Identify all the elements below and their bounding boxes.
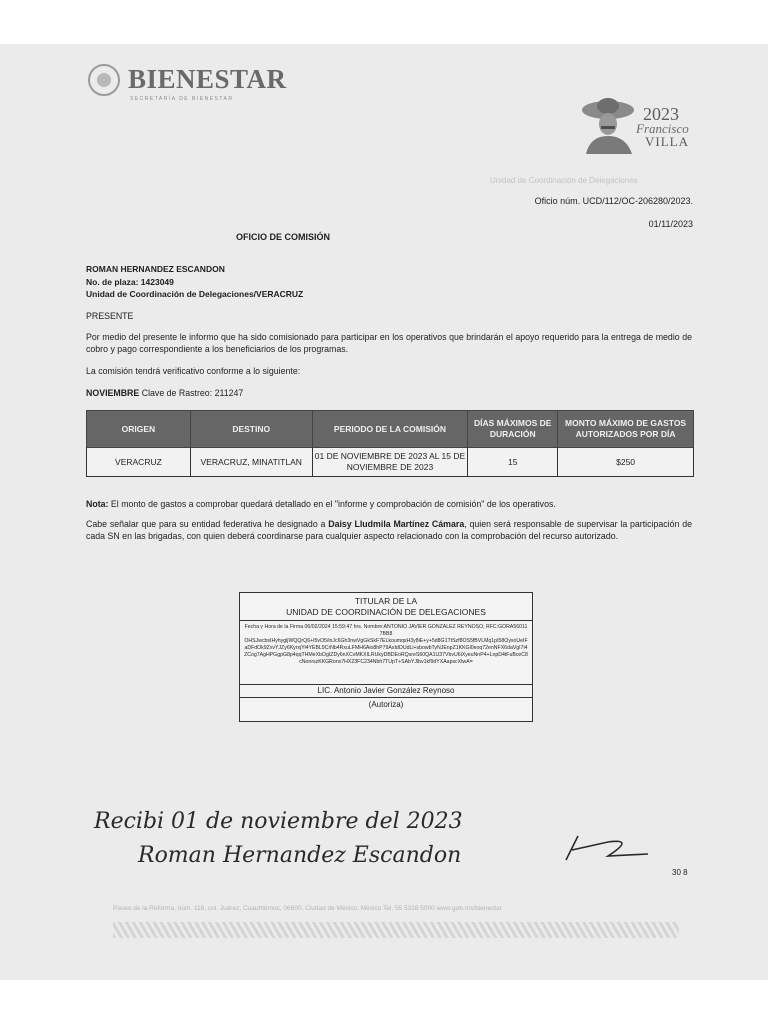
handwritten-receipt: [88, 790, 688, 870]
table-row: [87, 448, 694, 477]
col-header-periodo: PERIODO DE LA COMISIÓN: [312, 411, 468, 448]
paragraph-3-start: Cabe señalar que para su entidad federativa he designado a: [86, 519, 329, 529]
electronic-signature: [240, 621, 532, 685]
oficio-number: Oficio núm. UCD/112/OC-206280/2023.: [534, 196, 693, 206]
unit-header: Unidad de Coordinación de Delegaciones: [490, 176, 638, 185]
tracking-line: [86, 387, 692, 399]
footer-address: Paseo de la Reforma, núm. 116, col. Juárez, Cuauhtémoc, 06600, Ciudad de México, México Tel. 55 5328 5000 www.gob.mx/bienestar: [113, 905, 502, 912]
brand-logo: BIENESTAR: [128, 64, 287, 94]
cell-periodo: 01 DE NOVIEMBRE DE 2023 AL 15 DE NOVIEMBRE DE 2023: [312, 448, 468, 477]
commission-table: [86, 410, 694, 477]
paragraph-1: Por medio del presente le informo que ha sido comisionado para participar en los operativos que brindarán el apoyo requerido para la entrega de medio de cobro y pago correspondiente a los beneficiarios de los programas.: [86, 332, 692, 354]
cell-dias: 15: [468, 448, 558, 477]
brand-subtitle: SECRETARÍA DE BIENESTAR: [130, 96, 234, 102]
recipient-name: ROMAN HERNANDEZ ESCANDON: [86, 264, 225, 274]
signature-box: [239, 592, 533, 722]
document-title: OFICIO DE COMISIÓN: [236, 232, 331, 242]
year-2023: 2023: [643, 104, 679, 124]
signature-box-header: [240, 593, 532, 621]
signature-timestamp: Fecha y Hora de la Firma 06/02/2024 15:59:47 hrs. Nombre:ANTONIO JAVIER GONZALEZ REYNOSO, RFC:GORA560117BB8: [244, 624, 528, 637]
signature-hash: OHSJwcbsIHyhygljWQQrQ6+I5vO5/inJc6Gh3nwVgGkSkF7ELkoumqsH3y8iE+y+5d8G1TtSzf8OS5fBVLMq1pI58OysoUeIFaDFdOk9ZxvYJZy6KyrxjYi4YEBL9CrNb4RxuLFMH6Aio8hP79AsIdOUdLi+sbowbTyNJEnpZ1KKGl0eoq72enNFX6daVgI7i4ZCog7AgHPGgpG8p4qqTHMeXbOgIZDy6nXCvMKXILRUkyDBDEoRQsreS60QA1U37VbvU6iXyeuNnP4+LnpD4tFuBceC8cNonrszKKGRonx7HX23FC234Nbh7TUpT+SAbYJlbv1kf9dYXAapscXtwA=: [244, 638, 528, 665]
recipient-plaza: No. de plaza: 1423049: [86, 277, 174, 287]
paragraph-3: [86, 518, 692, 542]
document-date: 01/11/2023: [648, 219, 693, 229]
note-paragraph: [86, 498, 692, 510]
note-text: El monto de gastos a comprobar quedará detallado en el "informe y comprobación de comisión" de los operativos.: [108, 499, 556, 509]
paragraph-3-end: , quien será responsable de supervisar la participación de cada SN en las brigadas, con quien deberá coordinarse para cualquier aspecto relacionado con la comprobación del recurso autorizado.: [86, 519, 692, 541]
tracking-code: Clave de Rastreo: 211247: [141, 388, 244, 398]
signer-role: (Autoriza): [368, 700, 404, 709]
col-header-destino: DESTINO: [190, 411, 312, 448]
signer-name: LIC. Antonio Javier González Reynoso: [240, 685, 532, 698]
footer-pattern: [113, 922, 679, 938]
col-header-monto: MONTO MÁXIMO DE GASTOS AUTORIZADOS POR DÍA: [558, 411, 694, 448]
cell-monto: $250: [558, 448, 694, 477]
paragraph-2: La comisión tendrá verificativo conforme a lo siguiente:: [86, 366, 301, 376]
supervisor-name: Daisy Lludmila Martínez Cámara: [328, 519, 465, 529]
government-seal-icon: [88, 64, 120, 96]
page-number: 30 8: [672, 868, 688, 877]
month-label: NOVIEMBRE: [86, 388, 140, 398]
handwriting-line-2: Roman Hernandez Escandon: [138, 843, 462, 868]
presente: PRESENTE: [86, 311, 134, 321]
francisco-villa-portrait-icon: [580, 96, 640, 154]
recipient-unit: Unidad de Coordinación de Delegaciones/VERACRUZ: [86, 289, 304, 299]
signature-box-line1: TITULAR DE LA: [354, 596, 418, 606]
signature-box-line2: UNIDAD DE COORDINACIÓN DE DELEGACIONES: [286, 607, 486, 617]
handwriting-line-1: Recibi 01 de noviembre del 2023: [94, 809, 463, 834]
francisco-text: Francisco: [636, 121, 689, 136]
signature-scribble: [566, 836, 648, 860]
cell-origen: VERACRUZ: [87, 448, 191, 477]
note-label: Nota:: [86, 499, 109, 509]
col-header-dias: DÍAS MÁXIMOS DE DURACIÓN: [468, 411, 558, 448]
villa-text: VILLA: [645, 134, 689, 149]
cell-destino: VERACRUZ, MINATITLAN: [190, 448, 312, 477]
col-header-origen: ORIGEN: [87, 411, 191, 448]
